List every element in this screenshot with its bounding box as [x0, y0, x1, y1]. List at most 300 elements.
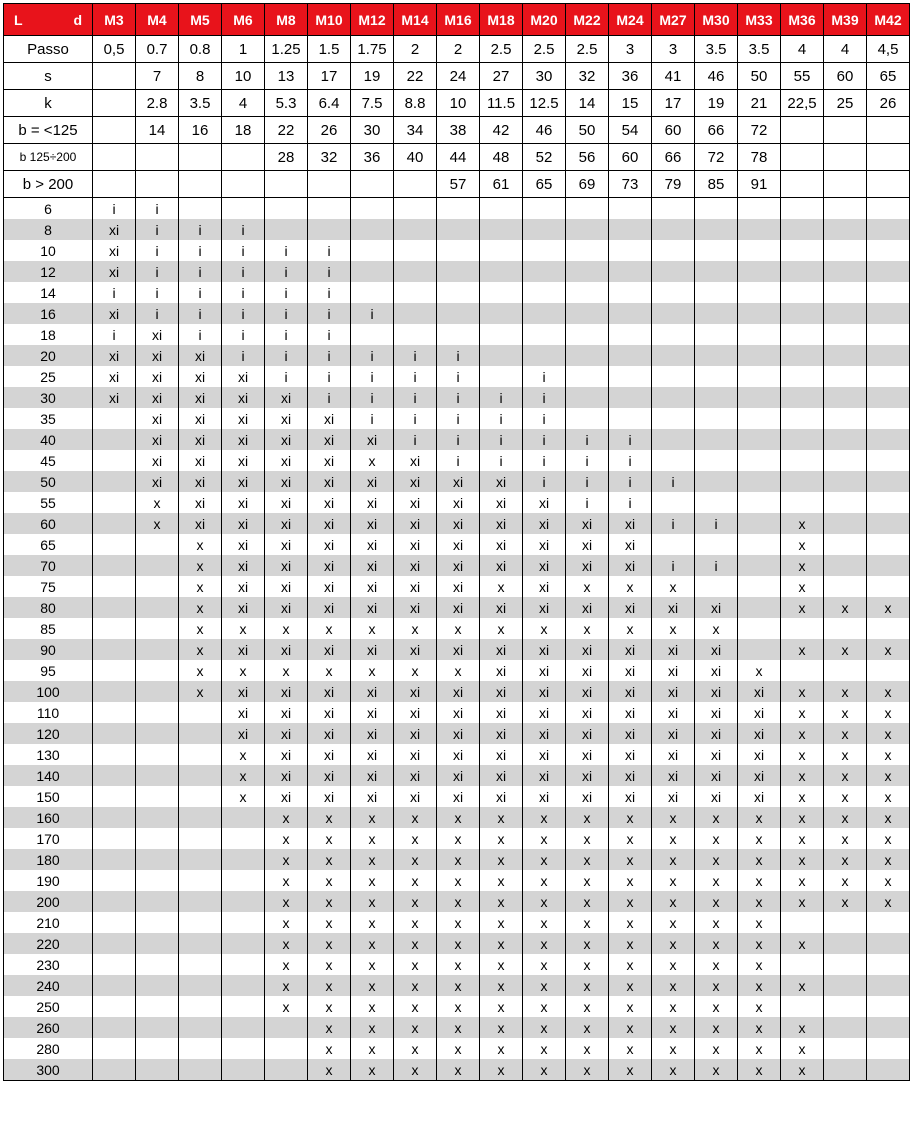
size-header-m30: M30 [695, 4, 738, 36]
availability-cell [437, 261, 480, 282]
availability-cell [824, 660, 867, 681]
availability-cell [824, 1038, 867, 1059]
availability-cell: xi [222, 534, 265, 555]
availability-cell [523, 303, 566, 324]
availability-cell: xi [222, 366, 265, 387]
table-row [4, 618, 910, 639]
availability-cell [93, 660, 136, 681]
availability-cell: x [394, 660, 437, 681]
availability-cell [179, 912, 222, 933]
availability-cell: xi [351, 513, 394, 534]
spec-cell: 50 [566, 117, 609, 144]
availability-cell: x [136, 513, 179, 534]
spec-cell [93, 63, 136, 90]
availability-cell [523, 240, 566, 261]
availability-cell: x [179, 555, 222, 576]
availability-cell: xi [523, 786, 566, 807]
availability-cell: x [523, 912, 566, 933]
table-row [4, 996, 910, 1017]
availability-cell: xi [609, 534, 652, 555]
availability-cell: xi [222, 576, 265, 597]
header-row [4, 4, 910, 36]
length-label: 70 [4, 555, 93, 576]
size-header-m36: M36 [781, 4, 824, 36]
availability-cell: xi [695, 681, 738, 702]
availability-cell [523, 282, 566, 303]
length-label: 140 [4, 765, 93, 786]
table-row [4, 891, 910, 912]
availability-cell: x [351, 954, 394, 975]
availability-cell: xi [566, 534, 609, 555]
availability-cell [867, 1017, 910, 1038]
spec-cell: 10 [222, 63, 265, 90]
spec-cell: 30 [351, 117, 394, 144]
availability-cell: x [308, 660, 351, 681]
availability-cell [394, 303, 437, 324]
availability-cell: xi [695, 723, 738, 744]
spec-cell: 66 [695, 117, 738, 144]
availability-cell: x [695, 912, 738, 933]
spec-row-label: b 125÷200 [4, 144, 93, 171]
availability-cell [824, 366, 867, 387]
availability-cell: xi [480, 786, 523, 807]
spec-cell: 1.75 [351, 36, 394, 63]
availability-cell: x [695, 954, 738, 975]
length-label: 25 [4, 366, 93, 387]
length-label: 55 [4, 492, 93, 513]
availability-cell: xi [265, 681, 308, 702]
availability-cell: x [695, 828, 738, 849]
availability-cell: x [480, 975, 523, 996]
availability-cell: xi [566, 702, 609, 723]
availability-cell: x [738, 870, 781, 891]
spec-cell: 66 [652, 144, 695, 171]
spec-cell [867, 144, 910, 171]
table-row [4, 492, 910, 513]
availability-cell: xi [222, 702, 265, 723]
availability-cell: x [652, 891, 695, 912]
spec-cell [93, 144, 136, 171]
length-label: 12 [4, 261, 93, 282]
availability-cell: i [222, 303, 265, 324]
spec-cell: 16 [179, 117, 222, 144]
availability-cell [179, 975, 222, 996]
availability-cell: xi [480, 513, 523, 534]
availability-cell: i [437, 429, 480, 450]
spec-cell: 32 [566, 63, 609, 90]
availability-cell: x [394, 975, 437, 996]
availability-cell [437, 198, 480, 220]
availability-cell [652, 408, 695, 429]
availability-cell: xi [695, 660, 738, 681]
availability-cell: xi [480, 471, 523, 492]
availability-cell [93, 471, 136, 492]
availability-cell [93, 450, 136, 471]
availability-cell [824, 471, 867, 492]
availability-cell [738, 282, 781, 303]
availability-cell [609, 366, 652, 387]
availability-cell [93, 933, 136, 954]
availability-cell: x [695, 996, 738, 1017]
availability-cell: x [523, 849, 566, 870]
availability-cell [867, 618, 910, 639]
availability-cell [437, 303, 480, 324]
availability-cell: xi [308, 765, 351, 786]
availability-cell: xi [222, 471, 265, 492]
availability-cell: x [265, 849, 308, 870]
availability-cell: x [480, 870, 523, 891]
availability-cell [652, 492, 695, 513]
availability-cell: x [824, 744, 867, 765]
spec-cell: 22,5 [781, 90, 824, 117]
availability-cell [179, 933, 222, 954]
spec-cell [867, 171, 910, 198]
availability-cell: xi [480, 744, 523, 765]
availability-cell: x [480, 996, 523, 1017]
availability-cell [179, 723, 222, 744]
availability-cell [93, 702, 136, 723]
spec-cell: 2.5 [523, 36, 566, 63]
availability-cell: xi [351, 681, 394, 702]
spec-cell: 14 [136, 117, 179, 144]
spec-cell: 14 [566, 90, 609, 117]
availability-cell [738, 492, 781, 513]
availability-cell: x [824, 765, 867, 786]
availability-cell [93, 1038, 136, 1059]
availability-cell: x [308, 807, 351, 828]
availability-cell: i [136, 219, 179, 240]
availability-cell [738, 303, 781, 324]
availability-cell: xi [351, 744, 394, 765]
availability-cell [136, 639, 179, 660]
availability-cell: xi [738, 765, 781, 786]
availability-cell: x [394, 1059, 437, 1081]
length-label: 180 [4, 849, 93, 870]
spec-cell: 3.5 [738, 36, 781, 63]
spec-cell: 22 [394, 63, 437, 90]
availability-cell [265, 198, 308, 220]
availability-cell [93, 639, 136, 660]
availability-cell: x [867, 786, 910, 807]
availability-cell [136, 849, 179, 870]
availability-cell: x [781, 765, 824, 786]
availability-cell: i [179, 219, 222, 240]
size-header-m14: M14 [394, 4, 437, 36]
spec-cell: 12.5 [523, 90, 566, 117]
availability-cell [136, 996, 179, 1017]
table-row [4, 450, 910, 471]
availability-cell: xi [695, 765, 738, 786]
availability-cell: x [394, 618, 437, 639]
availability-cell: xi [351, 492, 394, 513]
availability-cell [222, 1017, 265, 1038]
spec-cell: 69 [566, 171, 609, 198]
availability-cell: x [265, 891, 308, 912]
availability-cell [781, 996, 824, 1017]
availability-cell: i [222, 261, 265, 282]
availability-cell: x [867, 723, 910, 744]
table-row [4, 534, 910, 555]
availability-cell: x [265, 933, 308, 954]
availability-cell: xi [265, 597, 308, 618]
availability-cell [523, 261, 566, 282]
availability-cell: x [609, 870, 652, 891]
availability-cell: xi [265, 408, 308, 429]
availability-cell: x [781, 576, 824, 597]
spec-cell: 6.4 [308, 90, 351, 117]
availability-cell: x [265, 954, 308, 975]
length-label: 50 [4, 471, 93, 492]
table-row [4, 954, 910, 975]
spec-cell: 2.5 [566, 36, 609, 63]
availability-cell [738, 429, 781, 450]
availability-cell [652, 303, 695, 324]
availability-cell [93, 618, 136, 639]
availability-cell [222, 807, 265, 828]
availability-cell: x [308, 996, 351, 1017]
availability-cell [179, 198, 222, 220]
availability-cell [523, 219, 566, 240]
availability-cell [824, 240, 867, 261]
availability-cell: x [265, 870, 308, 891]
availability-cell: xi [437, 597, 480, 618]
spec-cell: 46 [695, 63, 738, 90]
spec-cell: 72 [738, 117, 781, 144]
length-label: 250 [4, 996, 93, 1017]
length-label: 45 [4, 450, 93, 471]
availability-cell [781, 429, 824, 450]
availability-cell: x [824, 807, 867, 828]
availability-cell: x [179, 681, 222, 702]
size-header-m4: M4 [136, 4, 179, 36]
availability-cell: xi [738, 744, 781, 765]
availability-cell [695, 282, 738, 303]
availability-cell: x [867, 870, 910, 891]
availability-cell [136, 786, 179, 807]
size-header-m22: M22 [566, 4, 609, 36]
availability-cell [652, 261, 695, 282]
availability-cell: xi [265, 723, 308, 744]
availability-cell [824, 408, 867, 429]
availability-cell [652, 198, 695, 220]
availability-cell [136, 954, 179, 975]
availability-cell: x [308, 954, 351, 975]
availability-cell: xi [480, 660, 523, 681]
availability-cell: xi [265, 513, 308, 534]
availability-cell [824, 1017, 867, 1038]
availability-cell: x [695, 1038, 738, 1059]
availability-cell [179, 744, 222, 765]
availability-cell: x [351, 870, 394, 891]
availability-cell [781, 345, 824, 366]
availability-cell: xi [480, 597, 523, 618]
availability-cell: i [179, 261, 222, 282]
availability-cell: x [179, 618, 222, 639]
availability-cell [566, 282, 609, 303]
spec-cell [222, 144, 265, 171]
availability-cell: x [265, 828, 308, 849]
availability-cell [738, 366, 781, 387]
availability-cell: xi [265, 471, 308, 492]
availability-cell: x [394, 933, 437, 954]
availability-cell: x [738, 1059, 781, 1081]
availability-cell: i [308, 261, 351, 282]
availability-cell [136, 618, 179, 639]
availability-cell: i [308, 324, 351, 345]
length-label: 150 [4, 786, 93, 807]
availability-cell [437, 282, 480, 303]
availability-cell: x [652, 912, 695, 933]
availability-cell [867, 534, 910, 555]
availability-cell: xi [93, 345, 136, 366]
availability-cell: x [609, 912, 652, 933]
availability-cell: xi [566, 597, 609, 618]
availability-cell: x [695, 933, 738, 954]
spec-cell: 21 [738, 90, 781, 117]
availability-cell: xi [523, 576, 566, 597]
availability-cell: x [781, 828, 824, 849]
availability-cell: x [781, 597, 824, 618]
availability-cell [824, 933, 867, 954]
availability-cell [824, 555, 867, 576]
availability-cell: xi [437, 555, 480, 576]
availability-cell: x [222, 744, 265, 765]
availability-cell [652, 345, 695, 366]
availability-cell: x [480, 849, 523, 870]
availability-cell [351, 219, 394, 240]
availability-cell [136, 744, 179, 765]
availability-cell: x [222, 765, 265, 786]
availability-cell: xi [222, 597, 265, 618]
spec-cell: 73 [609, 171, 652, 198]
availability-cell: x [179, 660, 222, 681]
availability-cell: x [609, 954, 652, 975]
availability-cell: i [351, 345, 394, 366]
availability-cell [824, 975, 867, 996]
availability-cell: x [351, 849, 394, 870]
availability-cell: xi [652, 786, 695, 807]
availability-cell: xi [566, 723, 609, 744]
availability-cell: xi [523, 660, 566, 681]
availability-cell [609, 240, 652, 261]
availability-cell [695, 240, 738, 261]
availability-cell [351, 324, 394, 345]
availability-cell: x [609, 933, 652, 954]
spec-cell: 60 [824, 63, 867, 90]
availability-cell: xi [394, 702, 437, 723]
availability-cell: xi [480, 534, 523, 555]
spec-cell: 3 [652, 36, 695, 63]
availability-cell [738, 408, 781, 429]
availability-cell: i [222, 240, 265, 261]
table-row [4, 744, 910, 765]
availability-cell: x [394, 912, 437, 933]
availability-cell: x [867, 849, 910, 870]
spec-cell: 28 [265, 144, 308, 171]
availability-cell [179, 1059, 222, 1081]
availability-cell [480, 219, 523, 240]
availability-cell: x [179, 639, 222, 660]
availability-cell: i [308, 240, 351, 261]
availability-cell: x [867, 597, 910, 618]
availability-cell [652, 387, 695, 408]
availability-cell: x [781, 975, 824, 996]
availability-cell: xi [308, 744, 351, 765]
table-row [4, 849, 910, 870]
spec-cell: 27 [480, 63, 523, 90]
availability-cell: xi [523, 513, 566, 534]
availability-cell: x [351, 660, 394, 681]
availability-cell: xi [437, 702, 480, 723]
availability-cell [566, 366, 609, 387]
availability-cell: xi [308, 681, 351, 702]
availability-cell: xi [652, 681, 695, 702]
table-row [4, 471, 910, 492]
availability-cell: x [566, 618, 609, 639]
availability-cell: x [351, 933, 394, 954]
availability-cell: x [781, 681, 824, 702]
availability-cell: x [222, 786, 265, 807]
availability-cell [824, 576, 867, 597]
availability-cell: i [609, 471, 652, 492]
availability-cell: x [609, 807, 652, 828]
length-label: 230 [4, 954, 93, 975]
availability-cell [781, 660, 824, 681]
spec-cell [265, 171, 308, 198]
availability-cell: i [394, 345, 437, 366]
availability-cell: x [781, 744, 824, 765]
availability-cell: x [566, 807, 609, 828]
availability-cell: xi [652, 639, 695, 660]
table-row [4, 324, 910, 345]
spec-row [4, 90, 910, 117]
availability-cell [867, 261, 910, 282]
availability-cell [93, 996, 136, 1017]
availability-cell: i [437, 408, 480, 429]
availability-cell: x [351, 618, 394, 639]
size-header-m33: M33 [738, 4, 781, 36]
availability-cell [824, 345, 867, 366]
spec-cell [308, 171, 351, 198]
size-header-m27: M27 [652, 4, 695, 36]
availability-cell: x [652, 807, 695, 828]
availability-cell [93, 744, 136, 765]
availability-cell: xi [93, 387, 136, 408]
availability-cell [394, 282, 437, 303]
availability-cell [93, 891, 136, 912]
availability-cell: i [480, 429, 523, 450]
availability-cell: x [566, 996, 609, 1017]
availability-cell: x [695, 1017, 738, 1038]
availability-cell: x [437, 975, 480, 996]
availability-cell: xi [394, 786, 437, 807]
availability-cell: x [652, 849, 695, 870]
availability-cell: xi [265, 744, 308, 765]
availability-cell [179, 891, 222, 912]
availability-cell [738, 345, 781, 366]
availability-cell [781, 219, 824, 240]
availability-cell: x [523, 828, 566, 849]
size-header-m12: M12 [351, 4, 394, 36]
table-row [4, 765, 910, 786]
availability-cell [738, 618, 781, 639]
availability-cell: x [781, 1059, 824, 1081]
availability-cell [824, 219, 867, 240]
availability-cell: x [609, 1017, 652, 1038]
availability-cell: x [781, 702, 824, 723]
availability-cell: xi [222, 450, 265, 471]
availability-cell: xi [351, 471, 394, 492]
